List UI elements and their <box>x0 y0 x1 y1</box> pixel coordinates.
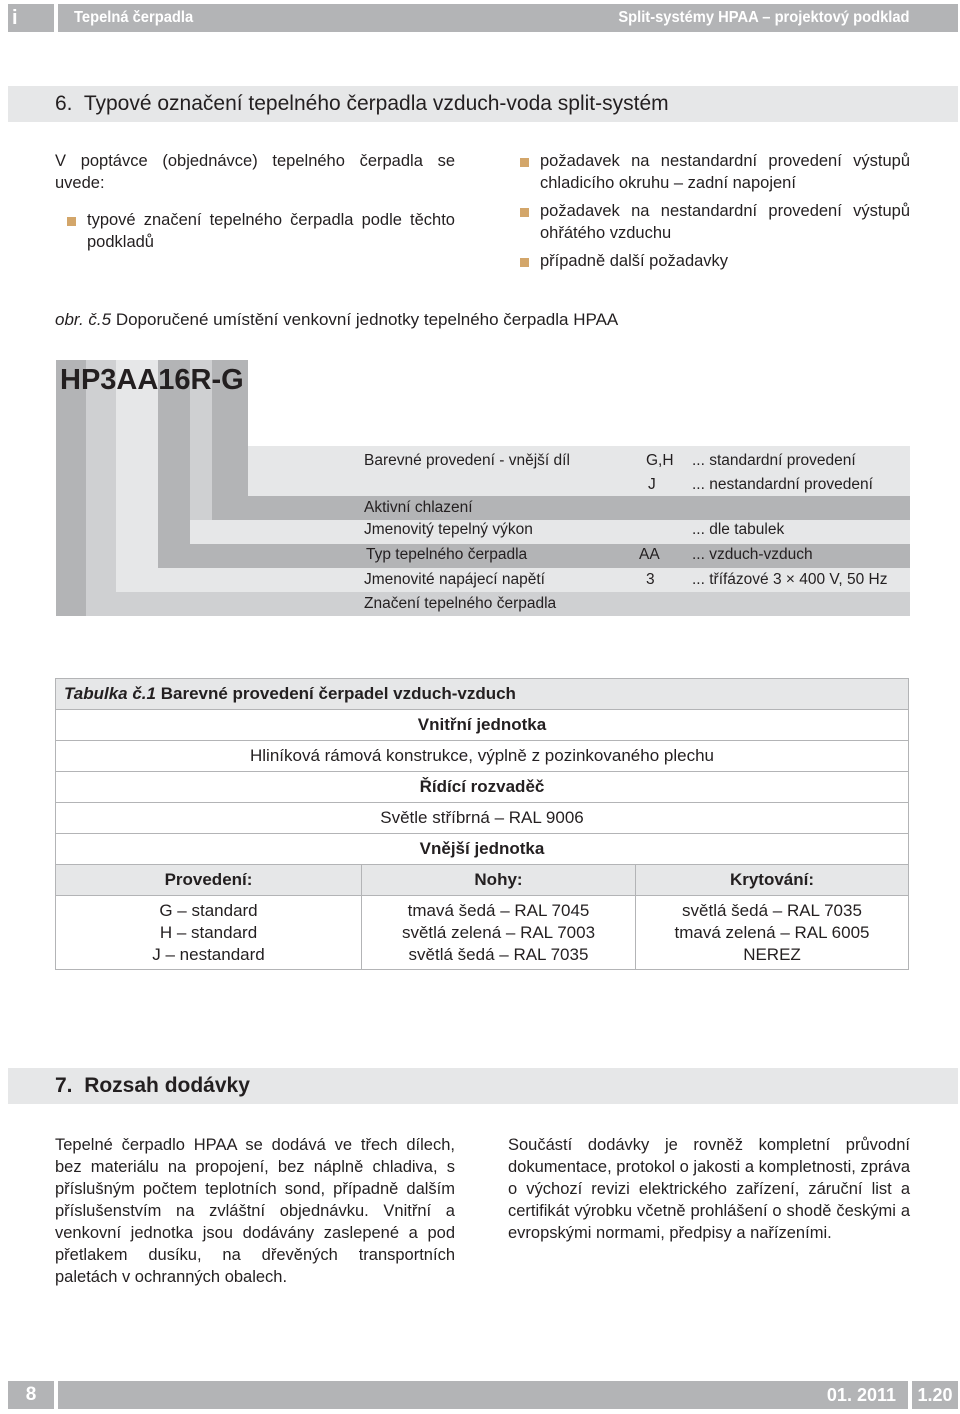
header-left-title: Tepelná čerpadla <box>74 9 194 26</box>
intro-text: V poptávce (objednávce) tepelného čerpadla se uvede: <box>55 152 455 192</box>
diagram-band <box>212 496 910 520</box>
list-item: požadavek na nestandardní provedení výstupů chladicího okruhu – zadní napojení <box>508 150 910 194</box>
list-item: případně další požadavky <box>508 250 910 272</box>
section-6-left <box>55 150 455 253</box>
column-header: Provedení: <box>56 865 362 896</box>
section-title: Rozsah dodávky <box>84 1074 250 1097</box>
diagram-bar <box>56 360 86 616</box>
delivery-text-left: Tepelné čerpadlo HPAA se dodává ve třech dílech, bez materiálu na propojení, bez náplně chladiva, s příslušným počtem teplotních sond, případně dalším příslušenstvím na zvláštní objednávku. Vnitřní a venkovní jednotka jsou dodávány zaslepené a pod přetlakem dusíku, na dřevěných transportních paletách v ochranných obalech. <box>55 1136 455 1286</box>
info-icon: i <box>8 4 54 32</box>
table-row: Vnitřní jednotka <box>56 710 909 741</box>
color-table <box>55 678 909 970</box>
diagram-label: Typ tepelného čerpadla <box>366 546 528 563</box>
diagram-desc: ... třífázové 3 × 400 V, 50 Hz <box>692 571 888 588</box>
table-row: Řídící rozvaděč <box>56 772 909 803</box>
diagram-label: Barevné provedení - vnější díl <box>364 452 570 469</box>
table-cell: světlá šedá – RAL 7035 tmavá zelená – RAL 6005 NEREZ <box>636 896 909 970</box>
header-right-title: Split-systémy HPAA – projektový podklad <box>618 9 910 26</box>
section-title: Typové označení tepelného čerpadla vzduch-voda split-systém <box>83 92 669 115</box>
diagram-code: J <box>648 476 656 493</box>
diagram-label: Jmenovité napájecí napětí <box>364 571 545 588</box>
table-caption: Tabulka č.1 Barevné provedení čerpadel vzduch-vzduch <box>56 679 909 710</box>
table-cell: G – standard H – standard J – nestandard <box>56 896 362 970</box>
column-header: Nohy: <box>362 865 636 896</box>
list-item: typové značení tepelného čerpadla podle těchto podkladů <box>55 209 455 253</box>
section-number: 7. <box>55 1074 73 1097</box>
diagram-desc: ... dle tabulek <box>692 521 785 538</box>
section-number: 6. <box>55 92 73 115</box>
model-code: HP3AA16R-G <box>60 364 244 396</box>
bullet-icon <box>520 208 529 217</box>
section-6-right <box>508 150 910 272</box>
diagram-code: AA <box>639 546 660 563</box>
diagram-code: 3 <box>646 571 655 588</box>
diagram-label: Aktivní chlazení <box>364 499 473 516</box>
diagram-label: Jmenovitý tepelný výkon <box>364 521 533 538</box>
table-row: Vnější jednotka <box>56 834 909 865</box>
diagram-desc: ... standardní provedení <box>692 452 856 469</box>
delivery-text-right: Součástí dodávky je rovněž kompletní průvodní dokumentace, protokol o jakosti a kompletnosti, zpráva o výchozí revizi elektrického zařízení, záruční list a certifikát výrobku včetně prohlášení o shodě českými a evropskými normami, předpisy a nařízeními. <box>508 1136 910 1242</box>
figure-caption: obr. č.5 Doporučené umístění venkovní jednotky tepelného čerpadla HPAA <box>55 310 619 329</box>
diagram-desc: ... nestandardní provedení <box>692 476 873 493</box>
page-number: 8 <box>8 1381 54 1409</box>
bullet-icon <box>520 258 529 267</box>
table-row: Světle stříbrná – RAL 9006 <box>56 803 909 834</box>
list-item: požadavek na nestandardní provedení výstupů ohřátého vzduchu <box>508 200 910 244</box>
section-6-heading <box>8 86 958 122</box>
column-header: Krytování: <box>636 865 909 896</box>
table-cell: tmavá šedá – RAL 7045 světlá zelená – RAL 7003 světlá šedá – RAL 7035 <box>362 896 636 970</box>
diagram-desc: ... vzduch-vzduch <box>692 546 813 563</box>
table-row: Hliníková rámová konstrukce, výplně z pozinkovaného plechu <box>56 741 909 772</box>
diagram-code: G,H <box>646 452 674 469</box>
bullet-icon <box>520 158 529 167</box>
footer-version: 1.20 <box>912 1381 958 1409</box>
bullet-icon <box>67 217 76 226</box>
page-header <box>58 4 958 32</box>
diagram-band <box>190 520 910 544</box>
section-7-heading <box>8 1068 958 1104</box>
diagram-label: Značení tepelného čerpadla <box>364 595 557 612</box>
footer-date: 01. 2011 <box>58 1381 908 1409</box>
